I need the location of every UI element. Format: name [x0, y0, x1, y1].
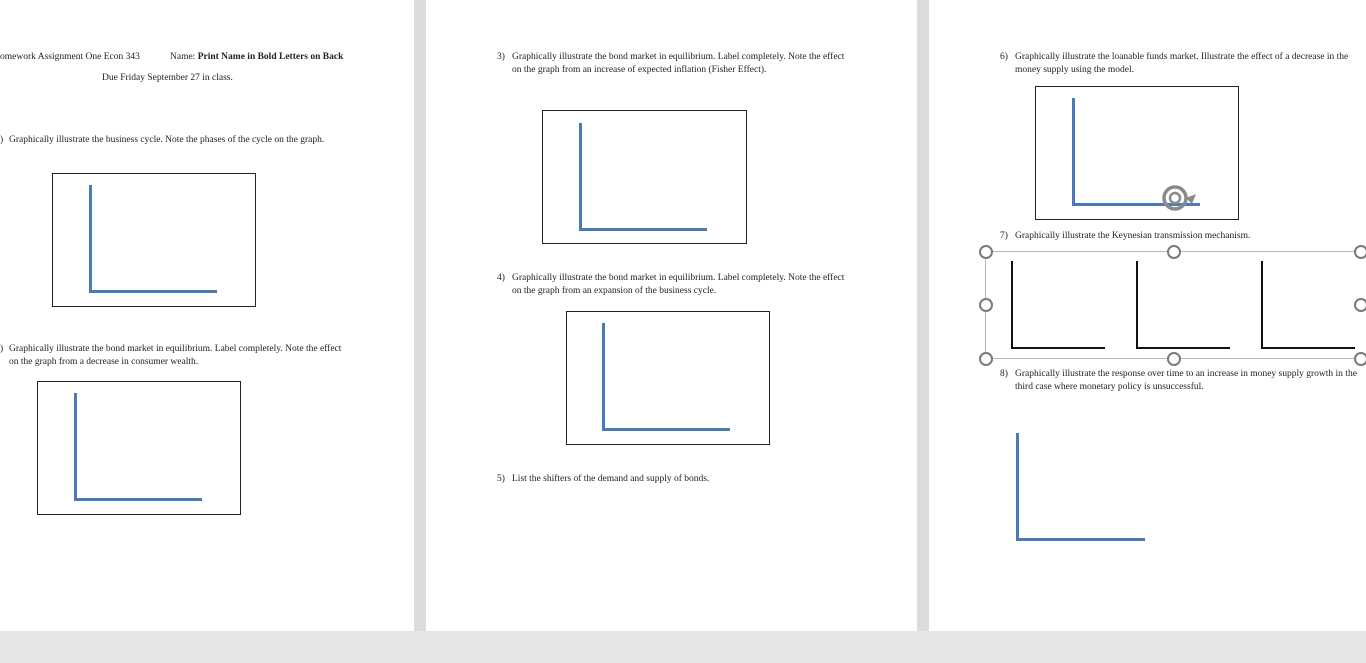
graph-box-q2[interactable] — [37, 381, 241, 515]
question-8 — [1000, 368, 1366, 394]
question-number: 6) — [1000, 52, 1008, 62]
page-gap — [917, 0, 929, 631]
keynesian-graph-group[interactable] — [985, 251, 1366, 359]
question-number: 4) — [497, 273, 505, 283]
assignment-title: omework Assignment One Econ 343 — [0, 52, 140, 62]
question-3 — [497, 51, 907, 77]
question-6 — [1000, 51, 1366, 77]
question-text: on the graph from an increase of expected inflation (Fisher Effect). — [512, 65, 767, 75]
x-axis — [579, 228, 707, 231]
document-page-1 — [0, 0, 414, 631]
question-text: third case where monetary policy is unsuccessful. — [1015, 382, 1204, 392]
question-5 — [497, 473, 907, 486]
y-axis — [1136, 261, 1138, 349]
x-axis — [1136, 347, 1230, 349]
question-text: Graphically illustrate the bond market in equilibrium. Label completely. Note the effect — [512, 52, 845, 62]
x-axis — [89, 290, 217, 293]
question-text: Graphically illustrate the loanable funds market. Illustrate the effect of a decrease in the — [1015, 52, 1349, 62]
question-number: 3) — [497, 52, 505, 62]
question-number: 8) — [1000, 369, 1008, 379]
resize-handle-top-left[interactable] — [979, 245, 993, 259]
x-axis — [74, 498, 202, 501]
y-axis — [1011, 261, 1013, 349]
question-text: Graphically illustrate the business cycle. Note the phases of the cycle on the graph. — [9, 135, 325, 145]
selection-frame — [985, 251, 1366, 359]
question-text: on the graph from a decrease in consumer wealth. — [9, 357, 199, 367]
rotate-handle-icon[interactable] — [1158, 182, 1200, 216]
resize-handle-middle-right[interactable] — [1354, 298, 1366, 312]
question-text: Graphically illustrate the bond market in equilibrium. Label completely. Note the effect — [9, 344, 342, 354]
graph-box-q4[interactable] — [566, 311, 770, 445]
workspace-bottom — [0, 631, 1366, 663]
y-axis — [1016, 433, 1019, 541]
x-axis — [1011, 347, 1105, 349]
y-axis — [89, 185, 92, 293]
y-axis — [602, 323, 605, 431]
question-text: Graphically illustrate the response over time to an increase in money supply growth in the — [1015, 369, 1357, 379]
question-number: ) — [0, 344, 4, 354]
x-axis — [1261, 347, 1355, 349]
question-text: money supply using the model. — [1015, 65, 1135, 75]
question-number: 5) — [497, 474, 505, 484]
graph-box-q6[interactable] — [1035, 86, 1239, 220]
question-1 — [0, 134, 400, 147]
resize-handle-bottom-right[interactable] — [1354, 352, 1366, 366]
y-axis — [1072, 98, 1075, 206]
y-axis — [1261, 261, 1263, 349]
question-text: List the shifters of the demand and supply of bonds. — [512, 474, 710, 484]
resize-handle-bottom-middle[interactable] — [1167, 352, 1181, 366]
question-number: ) — [0, 135, 4, 145]
question-number: 7) — [1000, 231, 1008, 241]
name-instruction: Print Name in Bold Letters on Back — [197, 52, 344, 62]
due-date: Due Friday September 27 in class. — [102, 73, 233, 83]
page-gap — [414, 0, 426, 631]
resize-handle-middle-left[interactable] — [979, 298, 993, 312]
graph-q8[interactable] — [1016, 433, 1146, 543]
question-7 — [1000, 230, 1366, 243]
name-line — [170, 51, 343, 64]
y-axis — [579, 123, 582, 231]
question-text: Graphically illustrate the bond market in equilibrium. Label completely. Note the effect — [512, 273, 845, 283]
y-axis — [74, 393, 77, 501]
resize-handle-bottom-left[interactable] — [979, 352, 993, 366]
resize-handle-top-middle[interactable] — [1167, 245, 1181, 259]
resize-handle-top-right[interactable] — [1354, 245, 1366, 259]
name-label: Name: — [170, 52, 198, 62]
graph-box-q1[interactable] — [52, 173, 256, 307]
question-2 — [0, 343, 410, 369]
x-axis — [1016, 538, 1145, 541]
question-text: Graphically illustrate the Keynesian transmission mechanism. — [1015, 231, 1251, 241]
graph-box-q3[interactable] — [542, 110, 747, 244]
question-text: on the graph from an expansion of the business cycle. — [512, 286, 717, 296]
x-axis — [602, 428, 730, 431]
question-4 — [497, 272, 907, 298]
